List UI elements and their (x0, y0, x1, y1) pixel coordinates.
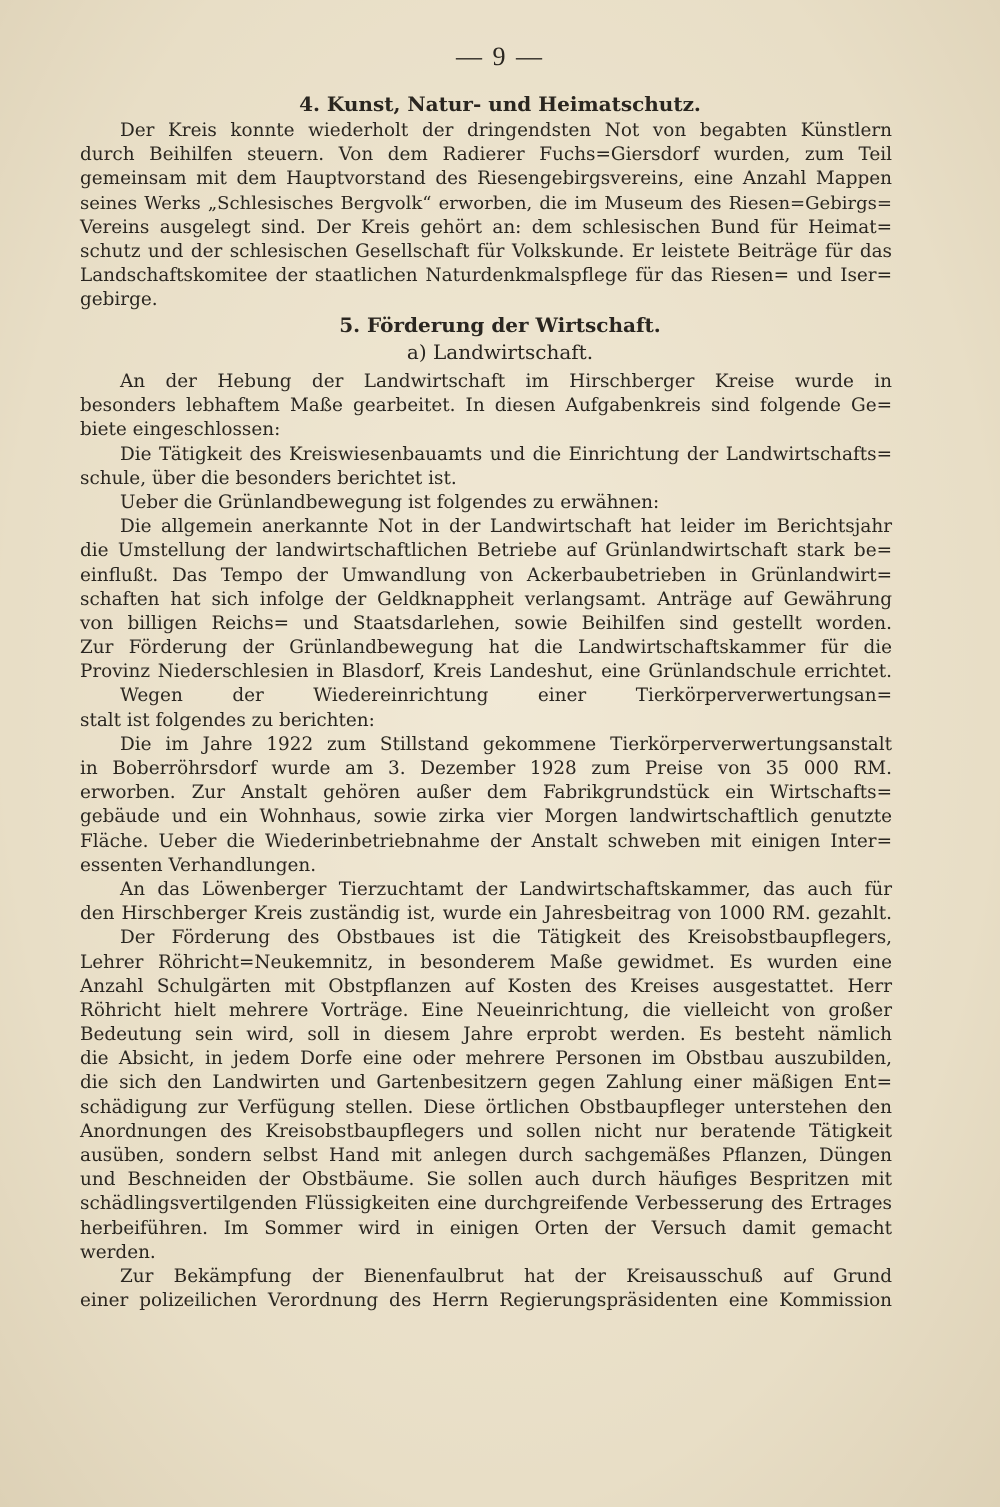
text-line: von billigen Reichs= und Staatsdarlehen, sowie Beihilfen sind gestellt worden. (80, 612, 892, 634)
text-line: erworben. Zur Anstalt gehören außer dem Fabrikgrundstück ein Wirtschafts= (80, 782, 892, 804)
text-line: besonders lebhaftem Maße gearbeitet. In diesen Aufgabenkreis sind folgende Ge= (80, 395, 892, 417)
text-line: gebäude und ein Wohnhaus, sowie zirka vier Morgen landwirtschaftlich genutzte (80, 806, 892, 828)
text-line: Fläche. Ueber die Wiederinbetriebnahme der Anstalt schweben mit einigen Inter= (80, 830, 892, 852)
body-text-section-5 (80, 370, 892, 1313)
text-line: Anzahl Schulgärten mit Obstpflanzen auf Kosten des Kreises ausgestattet. Herr (80, 975, 892, 997)
section-heading-5: 5. Förderung der Wirtschaft. (339, 313, 661, 337)
text-line: Anordnungen des Kreisobstbaupflegers und sollen nicht nur beratende Tätigkeit (80, 1120, 892, 1142)
text-line: essenten Verhandlungen. (80, 854, 317, 876)
text-line: Zur Bekämpfung der Bienenfaulbrut hat der Kreisausschuß auf Grund (120, 1265, 892, 1287)
text-line: Ueber die Grünlandbewegung ist folgendes zu erwähnen: (120, 491, 660, 513)
text-line: Wegen der Wiedereinrichtung einer Tierkörperverwertungsan= (120, 685, 892, 707)
text-line: werden. (80, 1241, 156, 1263)
text-line: die sich den Landwirten und Gartenbesitzern gegen Zahlung einer mäßigen Ent= (80, 1072, 892, 1094)
text-line: Zur Förderung der Grünlandbewegung hat die Landwirtschaftskammer für die (80, 637, 892, 659)
text-line: schule, über die besonders berichtet ist. (80, 467, 457, 489)
text-line: Bedeutung sein wird, soll in diesem Jahre erprobt werden. Es besteht nämlich (80, 1024, 892, 1046)
text-line: Landschaftskomitee der staatlichen Naturdenkmalspflege für das Riesen= und Iser= (80, 265, 892, 287)
page-number: — 9 — (456, 42, 544, 71)
text-line: schädigung zur Verfügung stellen. Diese örtlichen Obstbaupfleger unterstehen den (80, 1096, 892, 1118)
text-line: Die allgemein anerkannte Not in der Landwirtschaft hat leider im Berichtsjahr (120, 516, 892, 538)
section-heading-4: 4. Kunst, Natur- und Heimatschutz. (299, 92, 701, 116)
text-line: Lehrer Röhricht=Neukemnitz, in besonderem Maße gewidmet. Es wurden eine (80, 951, 892, 973)
text-line: seines Werks „Schlesisches Bergvolk“ erworben, die im Museum des Riesen=Gebirgs= (80, 192, 892, 214)
text-line: schädlingsvertilgenden Flüssigkeiten eine durchgreifende Verbesserung des Ertrages (80, 1193, 892, 1215)
subsection-heading-a: a) Landwirtschaft. (406, 340, 594, 364)
text-line: herbeiführen. Im Sommer wird in einigen Orten der Versuch damit gemacht (80, 1217, 892, 1239)
text-line: Provinz Niederschlesien in Blasdorf, Kreis Landeshut, eine Grünlandschule errichtet. (80, 661, 892, 683)
text-line: An das Löwenberger Tierzuchtamt der Landwirtschaftskammer, das auch für (120, 878, 892, 900)
text-line: den Hirschberger Kreis zuständig ist, wurde ein Jahresbeitrag von 1000 RM. gezahlt. (80, 903, 892, 925)
text-line: Die im Jahre 1922 zum Stillstand gekommene Tierkörperverwertungsanstalt (120, 733, 892, 755)
text-line: in Boberröhrsdorf wurde am 3. Dezember 1928 zum Preise von 35 000 RM. (80, 758, 892, 779)
body-text-section-4 (80, 119, 892, 313)
text-line: Der Kreis konnte wiederholt der dringendsten Not von begabten Künstlern (120, 120, 892, 141)
text-line: Röhricht hielt mehrere Vorträge. Eine Neueinrichtung, die vielleicht von großer (80, 999, 892, 1021)
text-line: gebirge. (80, 289, 158, 311)
text-line: An der Hebung der Landwirtschaft im Hirschberger Kreise wurde in (120, 371, 892, 392)
text-line: die Umstellung der landwirtschaftlichen Betriebe auf Grünlandwirtschaft stark be= (80, 540, 892, 562)
text-line: einer polizeilichen Verordnung des Herrn Regierungspräsidenten eine Kommission (80, 1290, 892, 1312)
text-line: schaften hat sich infolge der Geldknappheit verlangsamt. Anträge auf Gewährung (80, 588, 892, 610)
text-line: Vereins ausgelegt sind. Der Kreis gehört an: dem schlesischen Bund für Heimat= (80, 216, 892, 238)
text-line: stalt ist folgendes zu berichten: (80, 709, 375, 731)
text-line: gemeinsam mit dem Hauptvorstand des Riesengebirgsvereins, eine Anzahl Mappen (80, 168, 892, 190)
text-line: Die Tätigkeit des Kreiswiesenbauamts und die Einrichtung der Landwirtschafts= (120, 443, 892, 465)
text-line: schutz und der schlesischen Gesellschaft für Volkskunde. Er leistete Beiträge für das (80, 240, 892, 262)
text-line: biete eingeschlossen: (80, 419, 281, 441)
text-line: die Absicht, in jedem Dorfe eine oder mehrere Personen im Obstbau auszubilden, (80, 1048, 892, 1070)
text-line: durch Beihilfen steuern. Von dem Radierer Fuchs=Giersdorf wurden, zum Teil (80, 144, 892, 166)
text-line: ausüben, sondern selbst Hand mit anlegen durch sachgemäßes Pflanzen, Düngen (80, 1145, 892, 1166)
text-line: und Beschneiden der Obstbäume. Sie sollen auch durch häufiges Bespritzen mit (80, 1169, 892, 1191)
text-line: Der Förderung des Obstbaues ist die Tätigkeit des Kreisobstbaupflegers, (120, 927, 892, 949)
text-line: einflußt. Das Tempo der Umwandlung von Ackerbaubetrieben in Grünlandwirt= (80, 564, 892, 586)
